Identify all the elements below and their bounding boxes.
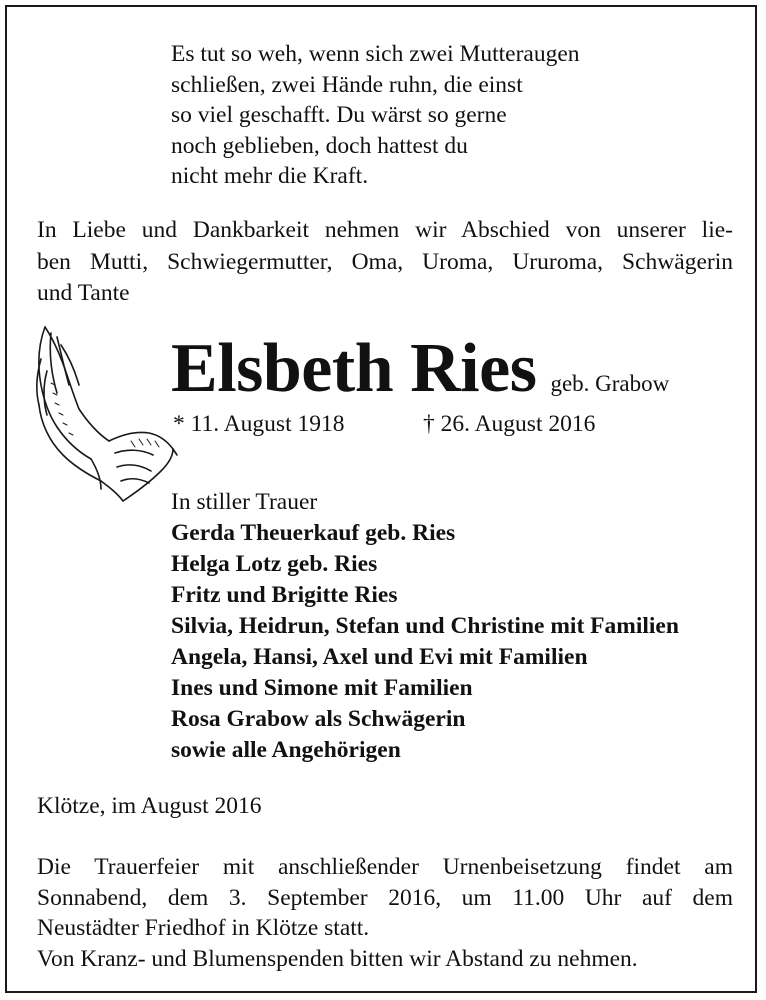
obituary-card xyxy=(5,5,757,993)
death-date: † 26. August 2016 xyxy=(423,411,596,437)
life-dates xyxy=(173,411,596,438)
mourners-list xyxy=(171,487,679,766)
service-info xyxy=(37,852,733,974)
intro-line: ben Mutti, Schwiegermutter, Oma, Uroma, Ururoma, Schwägerin xyxy=(37,248,733,275)
maiden-name: geb. Grabow xyxy=(550,371,670,396)
poem xyxy=(171,39,580,192)
deceased-name: Elsbeth Ries xyxy=(171,330,537,407)
mourner-name: Fritz und Brigitte Ries xyxy=(171,582,398,608)
service-line: Von Kranz- und Blumenspenden bitten wir Abstand zu nehmen. xyxy=(37,945,638,972)
mourners-heading: In stiller Trauer xyxy=(171,489,318,515)
mourner-name: sowie alle Angehörigen xyxy=(171,737,401,763)
intro-line: In Liebe und Dankbarkeit nehmen wir Abschied von unserer lie- xyxy=(37,217,733,243)
poem-line: nicht mehr die Kraft. xyxy=(171,163,369,189)
praying-hands-icon xyxy=(31,323,181,508)
place-date: Klötze, im August 2016 xyxy=(37,793,262,819)
poem-line: Es tut so weh, wenn sich zwei Mutteraugen xyxy=(171,41,580,67)
mourner-name: Rosa Grabow als Schwägerin xyxy=(171,706,466,732)
service-line: Neustädter Friedhof in Klötze statt. xyxy=(37,915,370,941)
mourner-name: Ines und Simone mit Familien xyxy=(171,675,473,701)
mourner-name: Angela, Hansi, Axel und Evi mit Familien xyxy=(171,644,588,670)
mourner-name: Helga Lotz geb. Ries xyxy=(171,551,378,577)
service-line: Die Trauerfeier mit anschließender Urnenbeisetzung findet am xyxy=(37,854,733,880)
intro-text xyxy=(37,215,733,310)
poem-line: schließen, zwei Hände ruhn, die einst xyxy=(171,71,523,98)
intro-line: und Tante xyxy=(37,280,130,306)
deceased-header xyxy=(171,329,669,409)
poem-line: noch geblieben, doch hattest du xyxy=(171,132,468,159)
service-line: Sonnabend, dem 3. September 2016, um 11.00 Uhr auf dem xyxy=(37,884,733,911)
poem-line: so viel geschafft. Du wärst so gerne xyxy=(171,102,507,128)
mourner-name: Silvia, Heidrun, Stefan und Christine mit Familien xyxy=(171,613,679,639)
birth-date: * 11. August 1918 xyxy=(173,411,345,437)
mourner-name: Gerda Theuerkauf geb. Ries xyxy=(171,520,456,546)
